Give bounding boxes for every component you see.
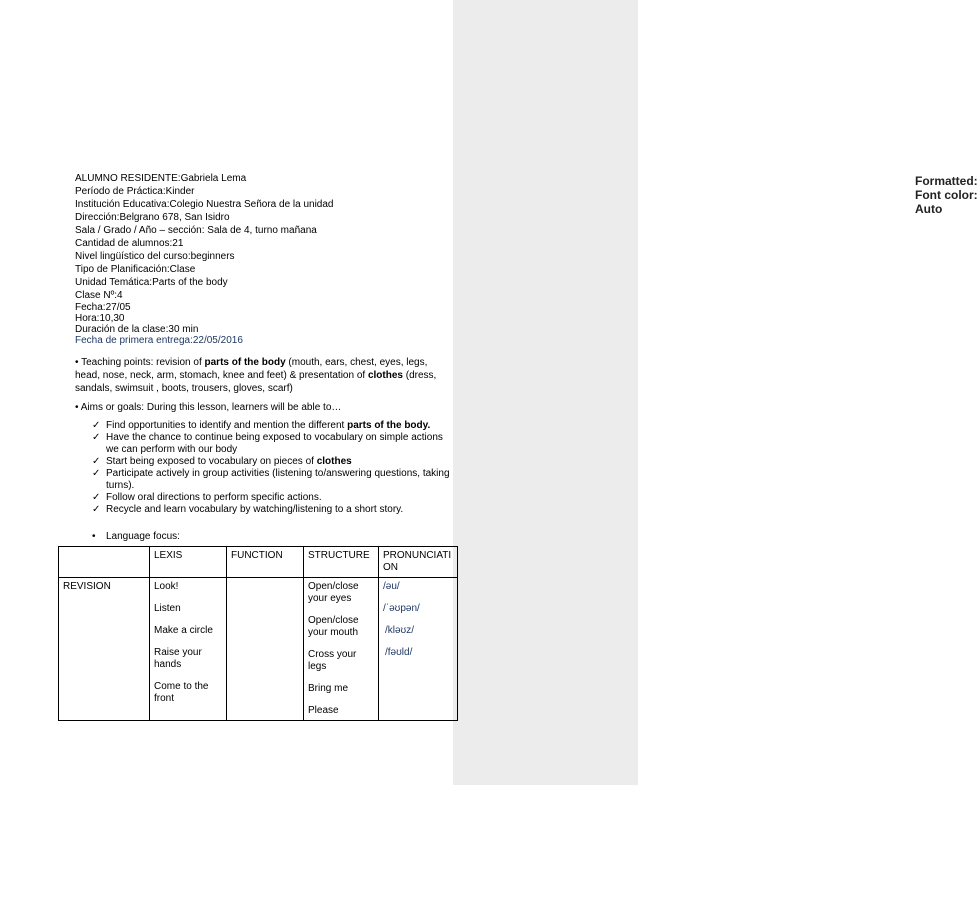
checkmark-icon: ✓: [92, 468, 101, 479]
table-row: [59, 578, 458, 721]
language-focus-table: [58, 546, 458, 721]
language-focus-heading: • Language focus:: [92, 531, 180, 542]
header-fecha: Fecha:27/05: [75, 302, 131, 313]
checkmark-icon: ✓: [92, 432, 101, 443]
pronunciation-cell: [379, 578, 458, 721]
header-hora: Hora:10,30: [75, 313, 125, 324]
structure-item: Please: [308, 705, 339, 716]
header-unidad: Unidad Temática:Parts of the body: [75, 277, 228, 288]
checkmark-icon: ✓: [92, 504, 101, 515]
aims-intro: • Aims or goals: During this lesson, learners will be able to…: [75, 402, 342, 413]
header-clase: Clase Nº:4: [75, 290, 123, 301]
structure-item: Cross your legs: [308, 649, 357, 672]
lexis-item: Raise your hands: [154, 647, 202, 670]
structure-cell: [304, 578, 379, 721]
lexis-cell: [150, 578, 227, 721]
comment-label: Formatted: Font color: Auto: [915, 174, 978, 216]
checkmark-icon: ✓: [92, 456, 101, 467]
header-nivel: Nivel lingüístico del curso:beginners: [75, 251, 235, 262]
teaching-points: • Teaching points: revision of parts of the body (mouth, ears, chest, eyes, legs, head, nose, neck, arm, stomach, knee and feet) & presentation of clothes (dress, sandals, swimsuit , boots, trousers, gloves, scarf): [75, 357, 437, 394]
header-alumno: ALUMNO RESIDENTE:Gabriela Lema: [75, 173, 247, 184]
aim-item: ✓ Start being exposed to vocabulary on pieces of clothes: [92, 456, 352, 467]
table-header-cell: STRUCTURE: [304, 547, 379, 578]
header-direccion: Dirección:Belgrano 678, San Isidro: [75, 212, 230, 223]
checkmark-icon: ✓: [92, 420, 101, 431]
header-entrega: Fecha de primera entrega:22/05/2016: [75, 335, 243, 346]
table-header-cell: FUNCTION: [227, 547, 304, 578]
table-header-row: [59, 547, 458, 578]
bullet-icon: •: [92, 531, 96, 542]
header-periodo: Período de Práctica:Kinder: [75, 186, 195, 197]
header-sala: Sala / Grado / Año – sección: Sala de 4, turno mañana: [75, 225, 317, 236]
comment-sidebar: [453, 0, 978, 785]
table-header-cell: [59, 547, 150, 578]
pronunciation-item: /ˈəʊpən/: [383, 603, 420, 614]
table-header-cell: PRONUNCIATI ON: [379, 547, 458, 578]
aim-item: ✓ Have the chance to continue being exposed to vocabulary on simple actions we can perform with our body: [92, 432, 443, 455]
structure-item: Open/close your mouth: [308, 615, 359, 638]
checkmark-icon: ✓: [92, 492, 101, 503]
lexis-item: Look!: [154, 581, 179, 592]
aim-item: ✓ Participate actively in group activities (listening to/answering questions, taking turns).: [92, 468, 450, 491]
lexis-item: Come to the front: [154, 681, 209, 704]
aims-list: [92, 420, 452, 516]
structure-item: Open/close your eyes: [308, 581, 359, 604]
header-cantidad: Cantidad de alumnos:21: [75, 238, 184, 249]
table-header-cell: LEXIS: [150, 547, 227, 578]
pronunciation-item: /fəʊld/: [385, 647, 413, 658]
header-duracion: Duración de la clase:30 min: [75, 324, 199, 335]
pronunciation-item: /əu/: [383, 581, 400, 592]
aim-item: ✓ Recycle and learn vocabulary by watching/listening to a short story.: [92, 504, 404, 515]
lexis-item: Make a circle: [154, 625, 213, 636]
pronunciation-item: /kləʊz/: [385, 625, 415, 636]
header-tipo: Tipo de Planificación:Clase: [75, 264, 196, 275]
aim-item: ✓ Find opportunities to identify and mention the different parts of the body.: [92, 420, 431, 431]
lexis-item: Listen: [154, 603, 181, 614]
function-cell: [227, 578, 304, 721]
structure-item: Bring me: [308, 683, 349, 694]
row-label: REVISION: [59, 578, 150, 721]
aim-item: ✓ Follow oral directions to perform specific actions.: [92, 492, 322, 503]
header-institucion: Institución Educativa:Colegio Nuestra Señora de la unidad: [75, 199, 334, 210]
